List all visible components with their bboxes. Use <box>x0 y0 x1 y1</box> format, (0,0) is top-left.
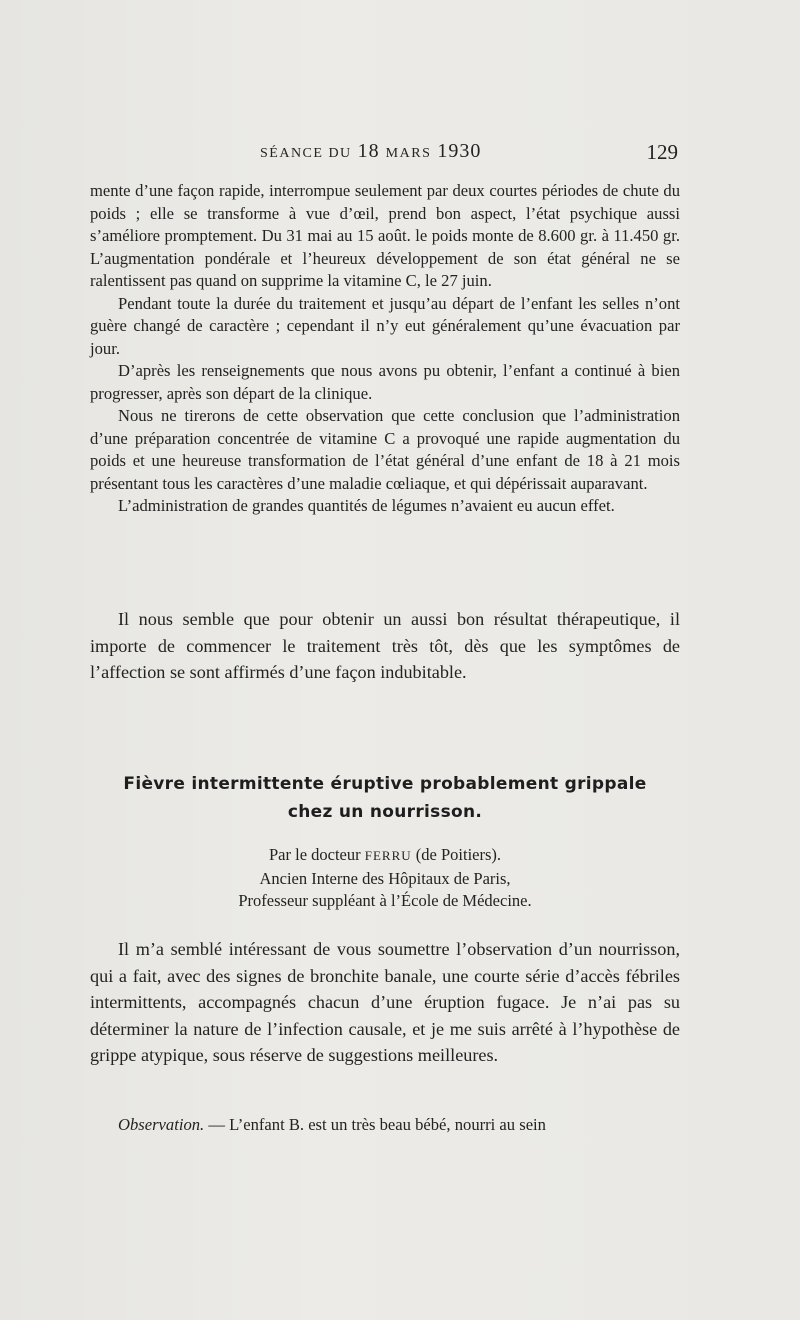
running-title <box>260 140 481 163</box>
paragraph: L’administration de grandes quantités de légumes n’avaient eu aucun effet. <box>118 496 615 515</box>
article-byline <box>90 844 680 913</box>
article-title-line-1: Fièvre intermittente éruptive probablement grippale <box>123 774 647 794</box>
paragraph: mente d’une façon rapide, interrompue seulement par deux courtes périodes de chute du poids ; elle se transforme à vue d’œil, prend bon aspect, l’état psychique aussi s’améliore promptement. Du 31 mai au 15 août. le poids monte de 8.600 gr. à 11.450 gr. L’augmentation pondérale et l’heureux développement de son état général ne se ralentissent pas quand on supprime la vitamine C, le 27 juin. <box>90 181 680 290</box>
observation-label: Observation. <box>118 1115 205 1134</box>
observation-text: — L’enfant B. est un très beau bébé, nourri au sein <box>208 1115 546 1134</box>
author-affiliation-2: Professeur suppléant à l’École de Médecine. <box>238 891 532 910</box>
previous-article-continuation <box>90 180 680 518</box>
paragraph: D’après les renseignements que nous avons pu obtenir, l’enfant a continué à bien progresser, après son départ de la clinique. <box>90 361 680 403</box>
observation-line <box>90 1114 680 1136</box>
page-number: 129 <box>646 140 678 164</box>
running-title-year: 1930 <box>437 140 482 162</box>
intro-paragraph: Il m’a semblé intéressant de vous soumettre l’observation d’un nourrisson, qui a fait, avec des signes de bronchite banale, une courte série d’accès fébriles intermittents, accompagnés chacun d’une éruption fugace. Je n’ai pas su déterminer la nature de l’infection causale, et je me suis arrêté à l’hypothèse de grippe atypique, sous réserve de suggestions meilleures. <box>90 939 680 1066</box>
running-title-prefix: SÉANCE DU <box>260 146 352 161</box>
article-title-line-2: chez un nourrisson. <box>287 802 483 822</box>
author-affiliation-1: Ancien Interne des Hôpitaux de Paris, <box>259 868 511 888</box>
conclusion-block <box>90 606 680 686</box>
paragraph: Pendant toute la durée du traitement et jusqu’au départ de l’enfant les selles n’ont guère changé de caractère ; cependant il n’y eut généralement qu’une évacuation par jour. <box>90 293 680 358</box>
running-title-day: 18 <box>357 140 380 162</box>
byline-author-line <box>90 844 680 868</box>
article-intro <box>90 936 680 1069</box>
article-title <box>90 770 680 826</box>
running-title-month: MARS <box>385 146 432 161</box>
page-header <box>88 136 678 168</box>
paragraph: Nous ne tirerons de cette observation que cette conclusion que l’administration d’une préparation concentrée de vitamine C a provoqué une rapide augmentation du poids et une heureuse transformation de l’état général d’une enfant de 18 à 21 mois présentant tous les caractères d’une maladie cœliaque, et qui dépérissait auparavant. <box>90 406 680 493</box>
byline-suffix: (de Poitiers). <box>415 845 502 864</box>
author-name: FERRU <box>364 848 412 863</box>
byline-prefix: Par le docteur <box>268 845 361 864</box>
conclusion-paragraph: Il nous semble que pour obtenir un aussi bon résultat thérapeutique, il importe de commencer le traitement très tôt, dès que les symptômes de l’affection se sont affirmés d’une façon indubitable. <box>90 609 680 683</box>
